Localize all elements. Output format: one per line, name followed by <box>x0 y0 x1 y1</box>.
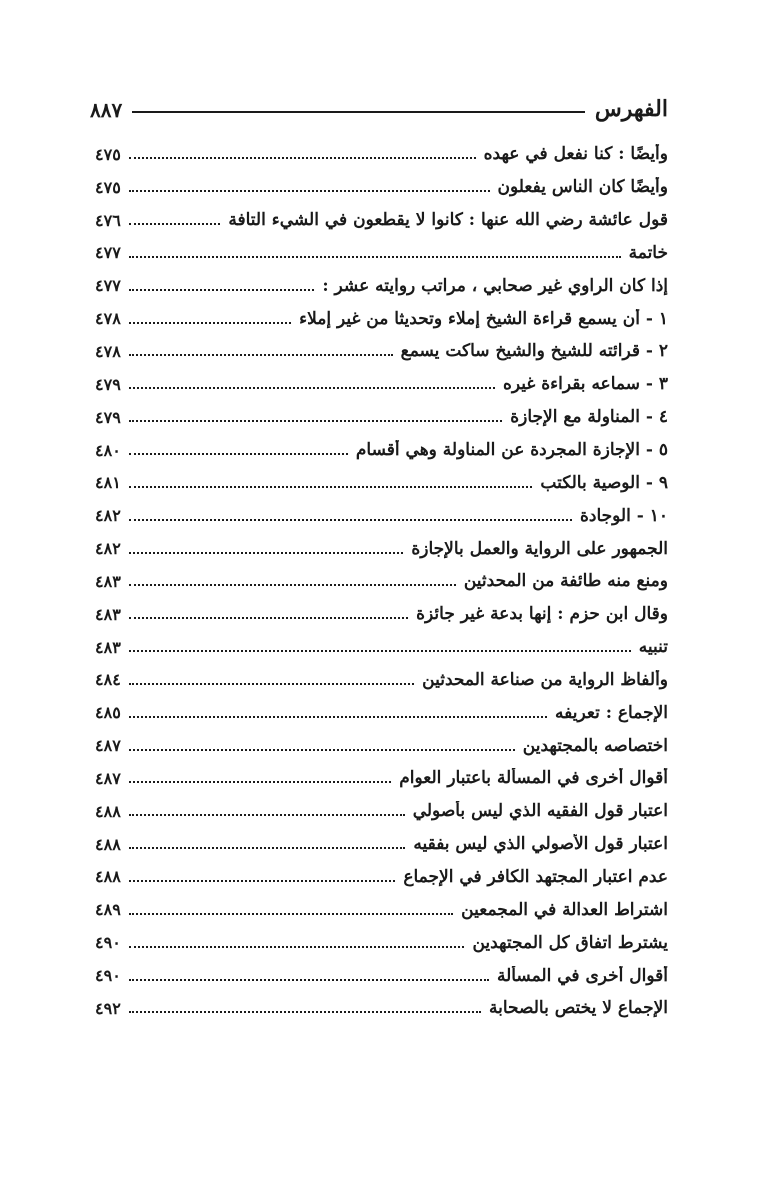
index-entry <box>95 664 668 697</box>
index-entry <box>95 565 668 598</box>
entry-title: إذا كان الراوي غير صحابي ، مراتب روايته عشر : <box>322 275 668 296</box>
entry-page-number: ٤٩٢ <box>95 998 121 1018</box>
entry-title: اشتراط العدالة في المجمعين <box>461 899 668 920</box>
index-list <box>95 138 668 1025</box>
index-entry <box>95 335 668 368</box>
entry-page-number: ٤٧٥ <box>95 144 121 164</box>
entry-title: ١ - أن يسمع قراءة الشيخ إملاء وتحديثا من غير إملاء <box>299 308 668 329</box>
header-rule <box>132 111 585 113</box>
entry-title: اعتبار قول الفقيه الذي ليس بأصولي <box>412 801 668 822</box>
index-entry <box>95 959 668 992</box>
dot-leader <box>129 322 291 324</box>
entry-title: قول عائشة رضي الله عنها : كانوا لا يقطعون في الشيء التافة <box>228 210 668 231</box>
dot-leader <box>129 552 404 554</box>
entry-title: ومنع منه طائفة من المحدثين <box>463 571 668 592</box>
index-entry <box>95 762 668 795</box>
dot-leader <box>129 354 393 356</box>
index-entry <box>95 434 668 467</box>
entry-page-number: ٤٨٤ <box>95 670 121 690</box>
entry-page-number: ٤٨٨ <box>95 801 121 821</box>
dot-leader <box>129 847 406 849</box>
entry-page-number: ٤٩٠ <box>95 966 121 986</box>
dot-leader <box>129 256 621 258</box>
dot-leader <box>129 617 408 619</box>
index-entry <box>95 795 668 828</box>
index-entry <box>95 696 668 729</box>
entry-title: ٥ - الإجازة المجردة عن المناولة وهي أقسام <box>355 440 668 461</box>
dot-leader <box>129 519 572 521</box>
dot-leader <box>129 683 414 685</box>
dot-leader <box>129 716 547 718</box>
index-entry <box>95 598 668 631</box>
page-header <box>90 86 668 122</box>
entry-page-number: ٤٧٨ <box>95 341 121 361</box>
dot-leader <box>129 650 631 652</box>
entry-page-number: ٤٨٢ <box>95 539 121 559</box>
entry-page-number: ٤٩٠ <box>95 933 121 953</box>
dot-leader <box>129 486 533 488</box>
entry-title: ٣ - سماعه بقراءة غيره <box>502 374 668 395</box>
index-entry <box>95 861 668 894</box>
entry-page-number: ٤٧٦ <box>95 210 121 230</box>
entry-title: ١٠ - الوجادة <box>579 505 668 526</box>
entry-page-number: ٤٧٩ <box>95 374 121 394</box>
index-entry <box>95 729 668 762</box>
entry-page-number: ٤٧٧ <box>95 243 121 263</box>
entry-page-number: ٤٨٨ <box>95 867 121 887</box>
entry-title: عدم اعتبار المجتهد الكافر في الإجماع <box>403 866 668 887</box>
entry-page-number: ٤٨٨ <box>95 834 121 854</box>
dot-leader <box>129 781 391 783</box>
entry-title: خاتمة <box>628 242 668 263</box>
dot-leader <box>129 420 502 422</box>
entry-title: اختصاصه بالمجتهدين <box>522 735 668 756</box>
entry-title: ٩ - الوصية بالكتب <box>540 472 668 493</box>
dot-leader <box>129 387 495 389</box>
index-entry <box>95 828 668 861</box>
entry-title: ٤ - المناولة مع الإجازة <box>510 407 668 428</box>
entry-page-number: ٤٨٥ <box>95 703 121 723</box>
dot-leader <box>129 913 453 915</box>
entry-title: تنبيه <box>638 637 668 658</box>
dot-leader <box>129 749 515 751</box>
index-entry <box>95 893 668 926</box>
index-entry <box>95 269 668 302</box>
index-entry <box>95 401 668 434</box>
entry-title: الإجماع : تعريفه <box>555 702 668 723</box>
index-entry <box>95 631 668 664</box>
entry-title: يشترط اتفاق كل المجتهدين <box>472 932 668 953</box>
index-entry <box>95 171 668 204</box>
index-entry <box>95 204 668 237</box>
index-entry <box>95 368 668 401</box>
entry-page-number: ٤٨٠ <box>95 440 121 460</box>
entry-title: الإجماع لا يختص بالصحابة <box>488 998 668 1019</box>
entry-title: وأيضًا : كنا نفعل في عهده <box>483 144 668 165</box>
page-title: الفهرس <box>594 96 668 122</box>
entry-page-number: ٤٨٧ <box>95 768 121 788</box>
dot-leader <box>129 814 405 816</box>
dot-leader <box>129 1011 481 1013</box>
index-entry <box>95 499 668 532</box>
entry-title: وقال ابن حزم : إنها بدعة غير جائزة <box>416 604 668 625</box>
dot-leader <box>129 584 456 586</box>
index-entry <box>95 138 668 171</box>
dot-leader <box>129 979 489 981</box>
entry-title: أقوال أخرى في المسألة باعتبار العوام <box>399 768 668 789</box>
dot-leader <box>129 946 465 948</box>
entry-page-number: ٤٨٢ <box>95 506 121 526</box>
dot-leader <box>129 157 476 159</box>
entry-page-number: ٤٧٩ <box>95 407 121 427</box>
entry-page-number: ٤٨٧ <box>95 736 121 756</box>
entry-page-number: ٤٧٨ <box>95 309 121 329</box>
entry-title: وأيضًا كان الناس يفعلون <box>497 177 668 198</box>
index-entry <box>95 302 668 335</box>
entry-page-number: ٤٨٣ <box>95 637 121 657</box>
index-entry <box>95 466 668 499</box>
dot-leader <box>129 453 348 455</box>
entry-title: ٢ - قرائته للشيخ والشيخ ساكت يسمع <box>400 341 668 362</box>
dot-leader <box>129 880 396 882</box>
dot-leader <box>129 223 221 225</box>
entry-page-number: ٤٨١ <box>95 473 121 493</box>
index-entry <box>95 237 668 270</box>
index-entry <box>95 926 668 959</box>
dot-leader <box>129 190 490 192</box>
entry-page-number: ٤٨٩ <box>95 900 121 920</box>
index-entry <box>95 532 668 565</box>
entry-page-number: ٤٨٣ <box>95 571 121 591</box>
entry-page-number: ٤٧٥ <box>95 177 121 197</box>
index-entry <box>95 992 668 1025</box>
entry-page-number: ٤٧٧ <box>95 276 121 296</box>
page-number: ٨٨٧ <box>90 98 123 122</box>
dot-leader <box>129 289 315 291</box>
entry-title: أقوال أخرى في المسألة <box>496 965 668 986</box>
entry-title: وألفاظ الرواية من صناعة المحدثين <box>422 669 668 690</box>
entry-title: الجمهور على الرواية والعمل بالإجازة <box>411 538 668 559</box>
entry-title: اعتبار قول الأصولي الذي ليس بفقيه <box>413 834 668 855</box>
entry-page-number: ٤٨٣ <box>95 604 121 624</box>
